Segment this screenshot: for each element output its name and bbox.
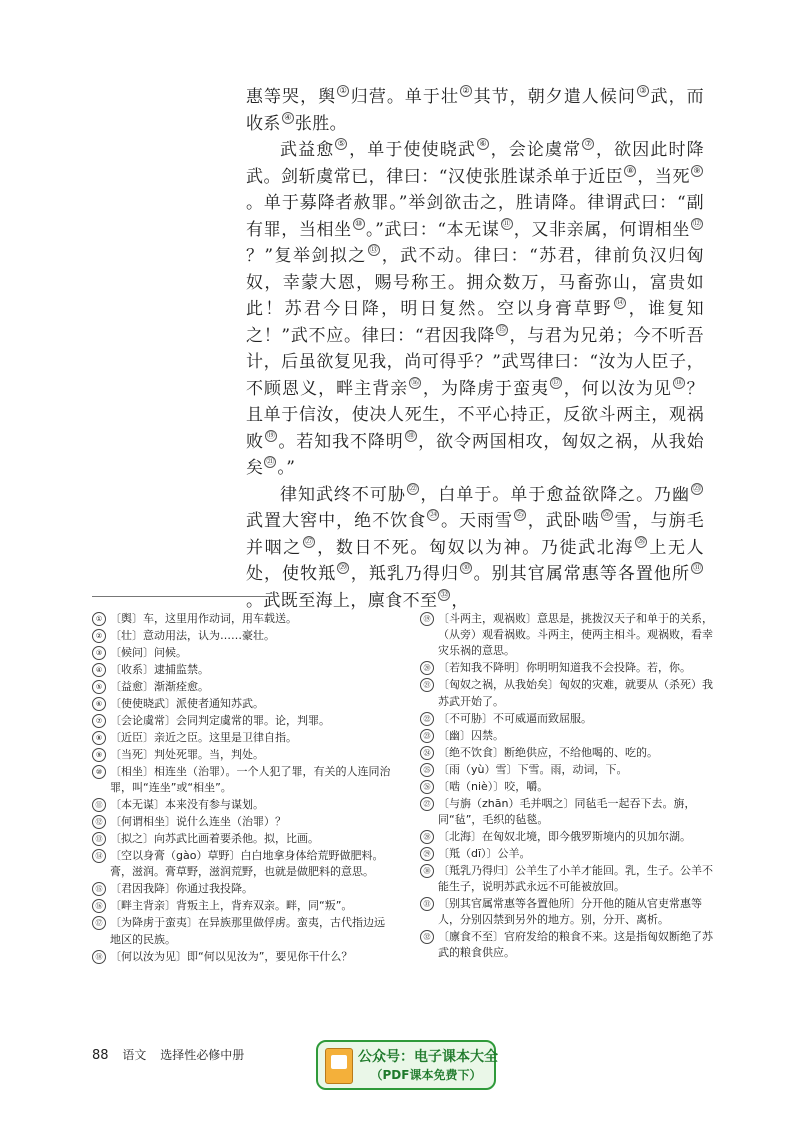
footnote-marker[interactable]: ㉒ [408, 483, 417, 493]
text-segment: ，武卧啮 [527, 511, 600, 531]
footnote-marker[interactable]: ㉗ [304, 536, 313, 546]
text-segment: 武，而收系 [246, 87, 705, 134]
footnote-text: 〔近臣〕亲近之臣。这里是卫律自指。 [110, 731, 297, 744]
footnote-item [92, 898, 392, 914]
footnote-marker[interactable]: ㉕ [516, 510, 525, 520]
footnote-item [420, 611, 720, 660]
footnote-item [92, 611, 392, 627]
footnote-marker[interactable]: ⑯ [411, 377, 420, 387]
text-segment: ，欲令两国相攻，匈奴之祸，从我始矣 [246, 431, 704, 478]
text-segment: ， [451, 590, 469, 611]
footnote-item [92, 848, 392, 880]
footnote-item [92, 881, 392, 897]
footnote-marker[interactable]: ⑧ [624, 165, 636, 177]
text-segment: ，武不动。律曰：“苏君，律前负汉归匈奴，幸蒙大恩，赐号称王。拥众数万，马畜弥山，富贵如此！苏君今日降，明日复然。空以身膏草野 [246, 246, 705, 319]
footnote-text: 〔羝（dī）〕公羊。 [438, 846, 531, 860]
footnote-marker[interactable]: ⑪ [502, 218, 511, 228]
footnote-number: ⑦ [92, 714, 106, 728]
footnote-number: ② [92, 629, 106, 643]
footnote-item [420, 796, 720, 828]
footnote-text: 〔何谓相坐〕说什么连坐（治罪）？ [110, 815, 286, 829]
text-segment: 武益愈 [280, 140, 335, 160]
footnote-text: 〔与旃（zhān）毛并咽之〕同毡毛一起吞下去。旃，同“毡”，毛织的毡毯。 [438, 796, 696, 826]
text-segment: 。单于募降者赦罪。”举剑欲击之，胜请降。律谓武曰：“副有罪，当相坐 [246, 193, 704, 240]
footnote-number: ⑯ [92, 899, 106, 913]
footnote-item [420, 677, 720, 709]
footnote-text: 〔啮（niè）〕咬，嚼。 [438, 779, 549, 793]
text-segment: ，与君为兄弟；今不听吾计，后虽欲复见我，尚可得乎？”武骂律曰：“汝为人臣子，不顾恩义，畔主背亲 [246, 325, 704, 399]
text-segment: 。天雨雪 [440, 511, 514, 531]
footnote-marker[interactable]: ⑨ [691, 165, 703, 177]
footnote-text: 〔收系〕逮捕监禁。 [110, 663, 209, 676]
text-segment: 律知武终不可胁 [280, 484, 406, 505]
text-segment: 。武既至海上，廪食不至 [246, 590, 438, 611]
footnote-number: ⑭ [92, 849, 106, 863]
footnote-item [420, 846, 720, 862]
footnote-number: ⑤ [92, 680, 106, 694]
footnote-item [420, 728, 720, 744]
text-segment: 。若知我不降明 [277, 431, 404, 452]
footnote-number: ㉙ [420, 847, 434, 861]
footnote-text: 〔使使晓武〕派使者通知苏武。 [110, 697, 264, 710]
text-segment: 雪，与旃毛并咽之 [246, 511, 704, 558]
footnote-marker[interactable]: ② [460, 85, 472, 97]
footnote-marker[interactable]: ⑰ [552, 377, 561, 387]
footnote-number: ⑱ [92, 950, 106, 964]
footnote-marker[interactable]: ⑩ [353, 218, 365, 230]
footnote-number: ④ [92, 663, 106, 677]
footnote-marker[interactable]: ⑦ [582, 138, 594, 150]
text-segment: ，单于使使晓武 [348, 140, 476, 160]
footnote-number: ⑫ [92, 815, 106, 829]
text-segment: ，当死 [637, 166, 690, 187]
text-segment: 张胜。 [294, 113, 348, 134]
footnote-text: 〔幽〕囚禁。 [438, 728, 504, 742]
footnote-item [92, 831, 392, 847]
footnote-marker[interactable]: ㉙ [339, 563, 348, 573]
text-segment: ，会论虞常 [489, 140, 582, 160]
footnote-number: ㉜ [420, 930, 434, 944]
footnote-marker[interactable]: ㉖ [602, 510, 611, 520]
footnote-item [420, 745, 720, 761]
footnote-text: 〔廪食不至〕官府发给的粮食不来。这是指匈奴断绝了苏武的粮食供应。 [438, 930, 713, 960]
footnote-text: 〔雨（yù）雪〕下雪。雨，动词，下。 [438, 762, 628, 776]
footnote-item [92, 764, 392, 796]
footnote-text: 〔君因我降〕你通过我投降。 [110, 882, 253, 896]
page-footer [92, 1046, 244, 1063]
footnote-number: ⑨ [92, 748, 106, 762]
footnote-number: ⑧ [92, 731, 106, 745]
footnote-number: ⑰ [92, 916, 106, 930]
footnote-number: ㉗ [420, 797, 434, 811]
footnote-marker[interactable]: ㉔ [429, 510, 438, 520]
text-segment: 归营。单于壮 [350, 87, 459, 107]
footnote-text: 〔羝乳乃得归〕公羊生了小羊才能回。乳，生子。公羊不能生子，说明苏武永远不可能被放回。 [438, 863, 713, 894]
footnote-item [420, 762, 720, 778]
footnote-marker[interactable]: ① [337, 85, 349, 97]
text-segment: ，为降虏于蛮夷 [422, 378, 550, 399]
footnote-text: 〔当死〕判处死罪。当，判处。 [110, 748, 264, 761]
text-segment: ，数日不死。匈奴以为神。乃徙武北海 [315, 537, 635, 558]
text-segment: 。”武曰：“本无谋 [365, 219, 500, 240]
text-segment: 上无人处，使牧羝 [246, 537, 705, 584]
footnote-text: 〔益愈〕渐渐痊愈。 [110, 680, 209, 693]
stamp-line-2: （PDF课本免费下） [370, 1068, 482, 1082]
footnote-item [92, 679, 392, 695]
footnote-marker[interactable]: ⑤ [335, 138, 347, 150]
footnote-item [92, 662, 392, 678]
footnote-item [420, 779, 720, 795]
footnote-item [92, 645, 392, 661]
footnote-marker[interactable]: ⑥ [477, 138, 489, 150]
book-logo-icon [325, 1048, 353, 1084]
footnote-number: ① [92, 612, 106, 626]
watermark-stamp [316, 1040, 496, 1090]
footnote-marker[interactable]: ⑱ [674, 377, 683, 387]
text-segment: ，羝乳乃得归 [350, 564, 459, 584]
footnote-marker[interactable]: ③ [637, 85, 649, 97]
footnote-item [420, 929, 720, 961]
footnotes-left-column [92, 611, 392, 966]
footnote-marker[interactable]: ㉘ [637, 536, 646, 546]
footnote-divider [92, 596, 278, 597]
footnote-number: ㉚ [420, 864, 434, 878]
footnote-text: 〔候问〕问候。 [110, 646, 187, 659]
text-segment: ，白单于。单于愈益欲降之。乃幽 [419, 484, 691, 505]
footnote-item [92, 797, 392, 813]
footnote-text: 〔为降虏于蛮夷〕在异族那里做俘虏。蛮夷，古代指边远地区的民族。 [110, 916, 385, 946]
footnote-item [92, 949, 392, 965]
paragraph [246, 482, 704, 615]
footnote-number: ㉕ [420, 763, 434, 777]
footnote-item [92, 915, 392, 947]
text-segment: 惠等哭，舆 [246, 87, 337, 107]
footnote-text: 〔匈奴之祸，从我始矣〕匈奴的灾难，就要从（杀死）我苏武开始了。 [438, 678, 713, 708]
text-segment: ，欲因此时降武。剑斩虞常已，律曰：“汉使张胜谋杀单于近臣 [246, 140, 705, 187]
footnote-marker[interactable]: ⑳ [406, 430, 415, 440]
footnote-item [92, 730, 392, 746]
footnote-marker[interactable]: ㉓ [693, 483, 702, 493]
footnote-marker[interactable]: ⑲ [266, 430, 275, 440]
footnote-text: 〔壮〕意动用法，认为……豪壮。 [110, 629, 275, 642]
footnote-text: 〔舆〕车，这里用作动词，用车载送。 [110, 612, 297, 625]
footnote-item [420, 896, 720, 928]
footnote-number: ⑩ [92, 765, 106, 779]
paragraph [246, 137, 704, 482]
text-segment: ，何以汝为见 [563, 378, 672, 399]
text-segment: 其节，朝夕遣人候问 [472, 87, 636, 107]
footnote-number: ⑮ [92, 882, 106, 896]
footnote-marker[interactable]: ㉛ [693, 563, 701, 573]
footnote-text: 〔会论虞常〕会同判定虞常的罪。论，判罪。 [110, 714, 330, 727]
footnotes-right-column [420, 611, 720, 962]
text-segment: ？”复举剑拟之 [246, 246, 367, 266]
footnote-number: ㉖ [420, 780, 434, 794]
footnote-number: ㉘ [420, 830, 434, 844]
footnote-number: ㉓ [420, 729, 434, 743]
footnote-text: 〔若知我不降明〕你明明知道我不会投降。若，你。 [438, 661, 691, 675]
stamp-line-1: 公众号：电子课本大全 [358, 1049, 498, 1065]
footnote-text: 〔本无谋〕本来没有参与谋划。 [110, 798, 264, 812]
footnote-number: ⑳ [420, 661, 434, 675]
footnote-item [420, 863, 720, 895]
footnote-text: 〔斗两主，观祸败〕意思是，挑拨汉天子和单于的关系，（从旁）观看祸败。斗两主，使两主相斗。观祸败，看幸灾乐祸的意思。 [438, 612, 713, 658]
footnote-number: ③ [92, 646, 106, 660]
text-segment: ，又非亲属，何谓相坐 [513, 219, 691, 240]
text-segment: 。别其官属常惠等各置他所 [472, 564, 690, 584]
footnote-text: 〔不可胁〕不可威逼而致屈服。 [438, 711, 592, 725]
footnote-text: 〔空以身膏（gào）草野〕白白地拿身体给荒野做肥料。膏，滋润。膏草野，滋润荒野，也就是做肥料的意思。 [110, 849, 384, 879]
footnote-text: 〔北海〕在匈奴北境，即今俄罗斯境内的贝加尔湖。 [438, 829, 691, 843]
footnote-item [420, 711, 720, 727]
footnote-marker[interactable]: ⑮ [498, 324, 507, 334]
footnote-number: ⑲ [420, 612, 434, 626]
footnote-number: ㉑ [420, 678, 434, 692]
footnote-marker[interactable]: ⑬ [369, 245, 378, 255]
text-segment: 。” [277, 458, 296, 478]
footnote-number: ⑪ [92, 798, 106, 812]
text-segment: 武置大窖中，绝不饮食 [246, 511, 427, 531]
footnote-item [92, 713, 392, 729]
page-number: 88 [92, 1048, 109, 1063]
footnote-text: 〔相坐〕相连坐（治罪）。一个人犯了罪，有关的人连同治罪，叫“连坐”或“相坐”。 [110, 765, 391, 795]
footnote-text: 〔别其官属常惠等各置他所〕分开他的随从官吏常惠等人，分别囚禁到另外的地方。别，分开、离析。 [438, 897, 702, 927]
footnote-text: 〔畔主背亲〕背叛主上，背弃双亲。畔，同“叛”。 [110, 899, 353, 913]
text-segment: ？且单于信汝，使决人死生，不平心持正，反欲斗两主，观祸败 [246, 378, 704, 452]
text-segment: ，谁复知之！”武不应。律曰：“君因我降 [246, 299, 704, 346]
footnote-text: 〔何以汝为见〕即“何以见汝为”，要见你干什么？ [110, 949, 353, 963]
footnote-item [420, 660, 720, 676]
footnote-item [92, 747, 392, 763]
footnote-number: ⑬ [92, 832, 106, 846]
footnote-marker[interactable]: ㉜ [440, 589, 449, 599]
footnote-number: ⑥ [92, 697, 106, 711]
footnote-item [420, 829, 720, 845]
footnote-marker[interactable]: ⑫ [693, 218, 702, 228]
paragraph [246, 84, 704, 137]
footnote-marker[interactable]: ④ [282, 112, 294, 124]
footnote-marker[interactable]: ⑭ [615, 298, 624, 308]
footnote-number: ㉛ [420, 897, 434, 911]
main-text [246, 84, 704, 614]
footnote-item [92, 628, 392, 644]
footnote-item [92, 696, 392, 712]
footnote-text: 〔拟之〕向苏武比画着要杀他。拟，比画。 [110, 832, 319, 846]
subject-label: 语文 [122, 1048, 147, 1062]
footnote-text: 〔绝不饮食〕断绝供应，不给他喝的、吃的。 [438, 745, 658, 759]
footnote-number: ㉔ [420, 746, 434, 760]
footnote-number: ㉒ [420, 712, 434, 726]
footnote-marker[interactable]: ㉑ [266, 457, 275, 467]
footnote-marker[interactable]: ㉚ [461, 563, 470, 573]
footnote-item [92, 814, 392, 830]
book-title: 选择性必修中册 [160, 1048, 245, 1062]
